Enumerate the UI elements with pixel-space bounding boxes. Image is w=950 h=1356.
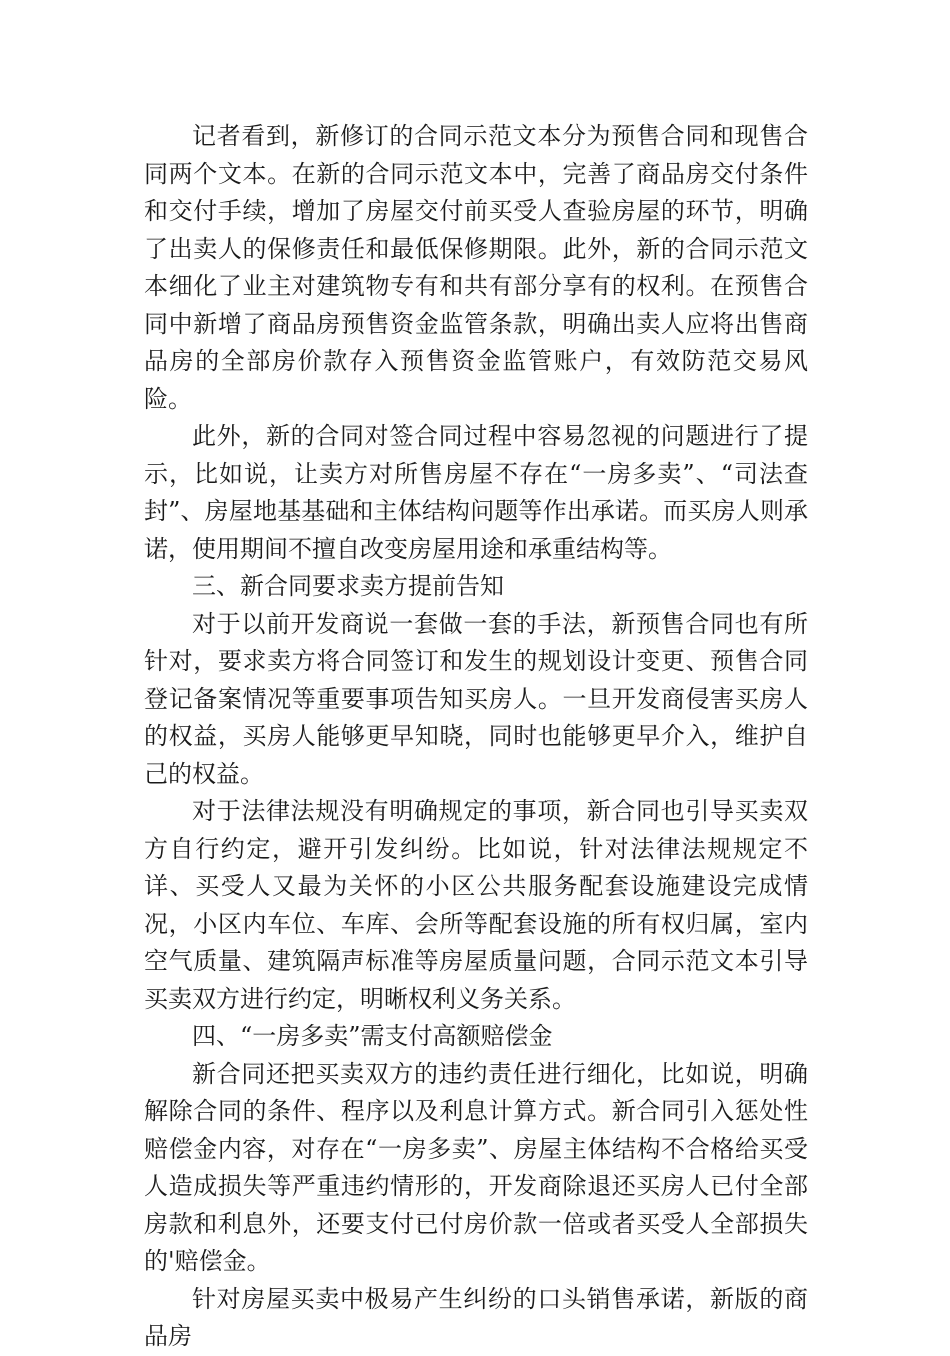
paragraph-contract-reminders: 此外，新的合同对签合同过程中容易忽视的问题进行了提示，比如说，让卖方对所售房屋不存在“一房多卖”、“司法查封”、房屋地基基础和主体结构问题等作出承诺。而买房人则承诺，使用期间不擅自改变房屋用途和承重结构等。: [144, 422, 808, 563]
paragraph-developer-notice: 对于以前开发商说一套做一套的手法，新预售合同也有所针对，要求卖方将合同签订和发生的规划设计变更、预售合同登记备案情况等重要事项告知买房人。一旦开发商侵害买房人的权益，买房人能够更早知晓，同时也能够更早介入，维护自己的权益。: [144, 609, 808, 788]
paragraph-verbal-promises: 针对房屋买卖中极易产生纠纷的口头销售承诺，新版的商品房: [144, 1284, 808, 1350]
paragraph-breach-liability: 新合同还把买卖双方的违约责任进行细化，比如说，明确解除合同的条件、程序以及利息计算方式。新合同引入惩处性赔偿金内容，对存在“一房多卖”、房屋主体结构不合格给买受人造成损失等严重违约情形的，开发商除退还买房人已付全部房款和利息外，还要支付已付房价款一倍或者买受人全部损失的'赔偿金。: [144, 1059, 808, 1275]
paragraph-unregulated-matters: 对于法律法规没有明确规定的事项，新合同也引导买卖双方自行约定，避开引发纠纷。比如说，针对法律法规规定不详、买受人又最为关怀的小区公共服务配套设施建设完成情况，小区内车位、车库、会所等配套设施的所有权归属，室内空气质量、建筑隔声标准等房屋质量问题，合同示范文本引导买卖双方进行约定，明晰权利义务关系。: [144, 797, 808, 1013]
section-heading-compensation: 四、“一房多卖”需支付高额赔偿金: [192, 1022, 553, 1050]
section-heading-seller-notice: 三、新合同要求卖方提前告知: [192, 572, 504, 600]
paragraph-contract-text-overview: 记者看到，新修订的合同示范文本分为预售合同和现售合同两个文本。在新的合同示范文本中，完善了商品房交付条件和交付手续，增加了房屋交付前买受人查验房屋的环节，明确了出卖人的保修责任和最低保修期限。此外，新的合同示范文本细化了业主对建筑物专有和共有部分享有的权利。在预售合同中新增了商品房预售资金监管条款，明确出卖人应将出售商品房的全部房价款存入预售资金监管账户，有效防范交易风险。: [144, 122, 808, 413]
document-body: [144, 118, 808, 1356]
